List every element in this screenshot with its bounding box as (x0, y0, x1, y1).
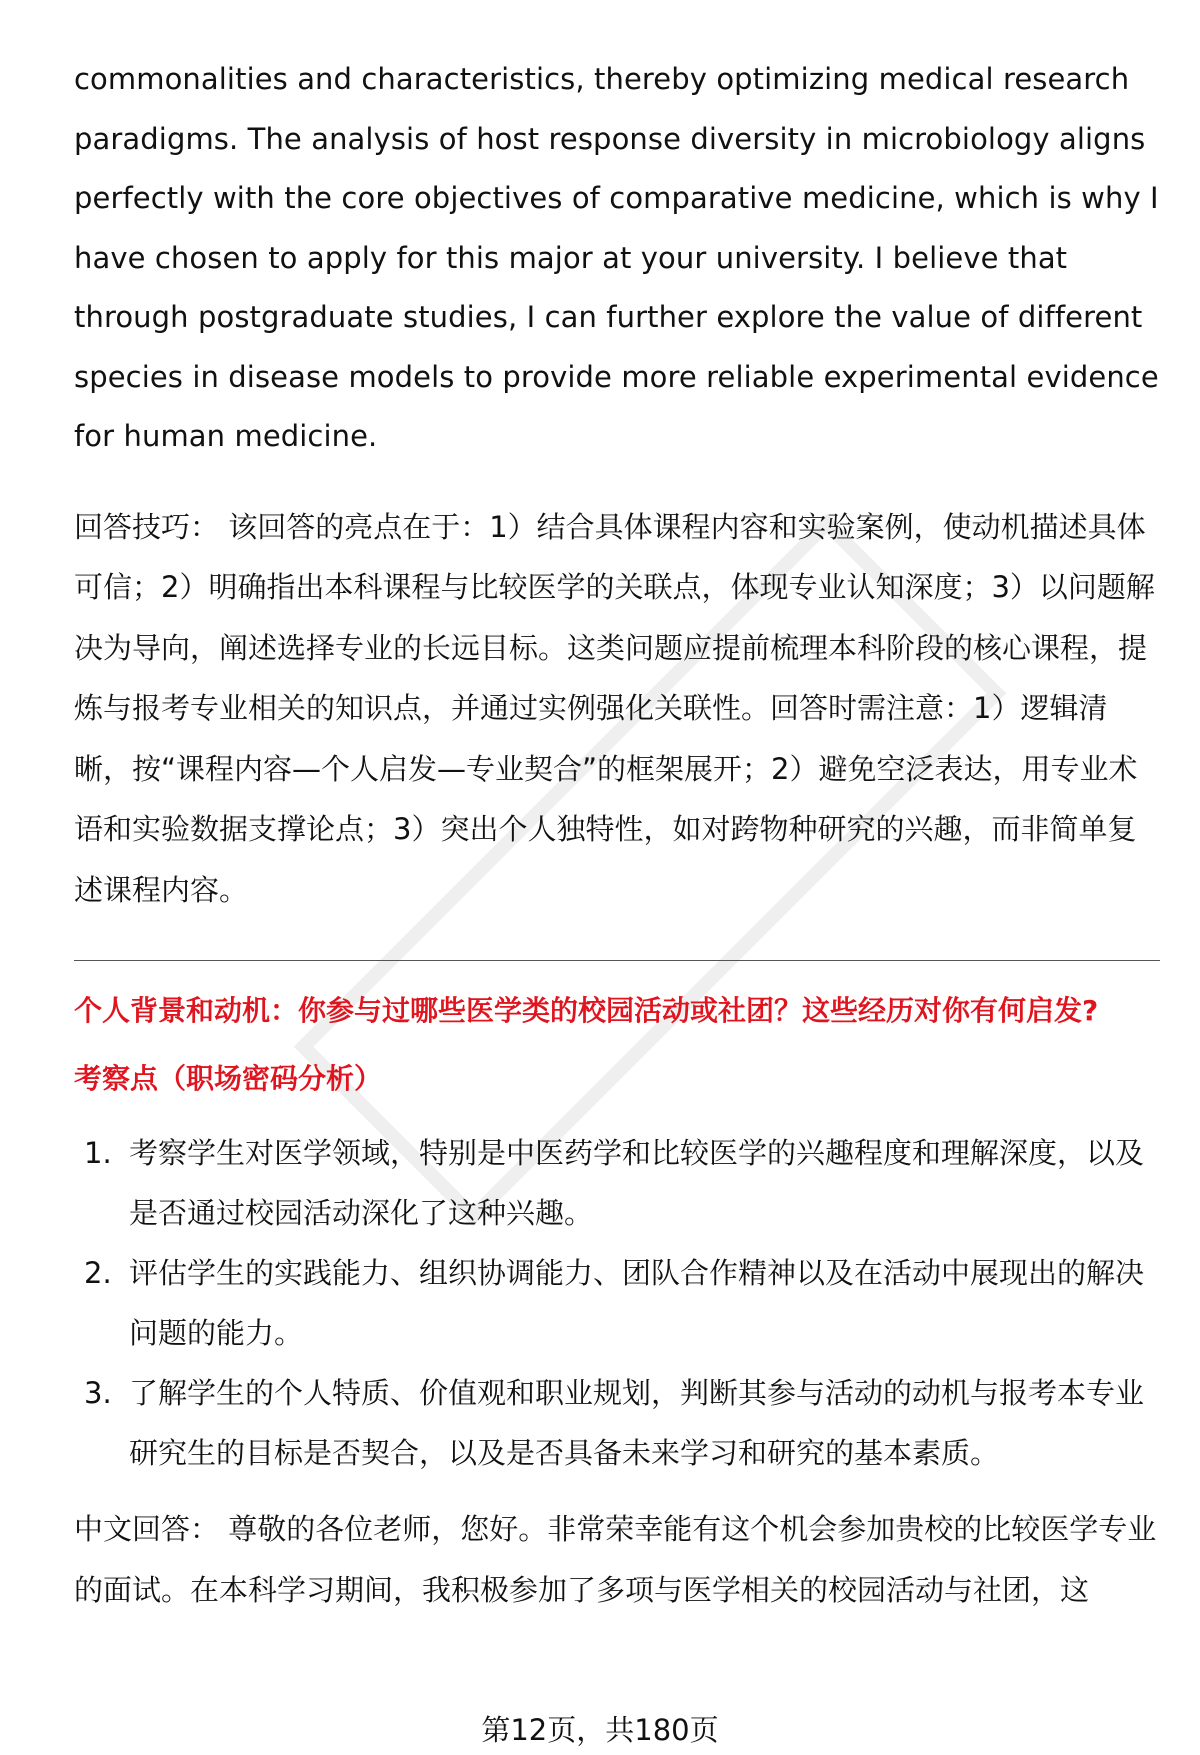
section-divider (74, 960, 1160, 961)
list-item-number: 1. (84, 1136, 112, 1170)
list-item-text: 了解学生的个人特质、价值观和职业规划，判断其参与活动的动机与报考本专业研究生的目标是否契合，以及是否具备未来学习和研究的基本素质。 (129, 1376, 1145, 1470)
list-item (74, 1363, 1160, 1483)
list-item-number: 2. (84, 1256, 112, 1290)
page-number-footer: 第12页，共180页 (481, 1713, 719, 1747)
english-paragraph: commonalities and characteristics, thereby optimizing medical research paradigms. The analysis of host response diversity in microbiology aligns perfectly with the core objectives of comparative medicine, which is why I have chosen to apply for this major at your university. I believe that through postgraduate studies, I can further explore the value of different species in disease models to provide more reliable experimental evidence for human medicine. (74, 62, 1159, 453)
question-title: 个人背景和动机：你参与过哪些医学类的校园活动或社团？这些经历对你有何启发? (74, 994, 1099, 1027)
assessment-points-list (74, 1123, 1160, 1483)
list-item-text: 考察学生对医学领域，特别是中医药学和比较医学的兴趣程度和理解深度，以及是否通过校园活动深化了这种兴趣。 (129, 1136, 1145, 1230)
list-item (74, 1123, 1160, 1243)
assessment-points-heading: 考察点（职场密码分析） (74, 1062, 383, 1095)
answer-tips-paragraph: 回答技巧： 该回答的亮点在于：1）结合具体课程内容和实验案例，使动机描述具体可信；2）明确指出本科课程与比较医学的关联点，体现专业认知深度；3）以问题解决为导向，阐述选择专业的长远目标。这类问题应提前梳理本科阶段的核心课程，提炼与报考专业相关的知识点，并通过实例强化关联性。回答时需注意：1）逻辑清晰，按“课程内容—个人启发—专业契合”的框架展开；2）避免空泛表达，用专业术语和实验数据支撑论点；3）突出个人独特性，如对跨物种研究的兴趣，而非简单复述课程内容。 (74, 509, 1155, 907)
list-item (74, 1243, 1160, 1363)
chinese-answer-paragraph: 中文回答： 尊敬的各位老师，您好。非常荣幸能有这个机会参加贵校的比较医学专业的面试。在本科学习期间，我积极参加了多项与医学相关的校园活动与社团，这 (74, 1512, 1157, 1607)
list-item-number: 3. (84, 1376, 112, 1410)
list-item-text: 评估学生的实践能力、组织协调能力、团队合作精神以及在活动中展现出的解决问题的能力。 (129, 1256, 1145, 1350)
document-page (74, 50, 1160, 1620)
